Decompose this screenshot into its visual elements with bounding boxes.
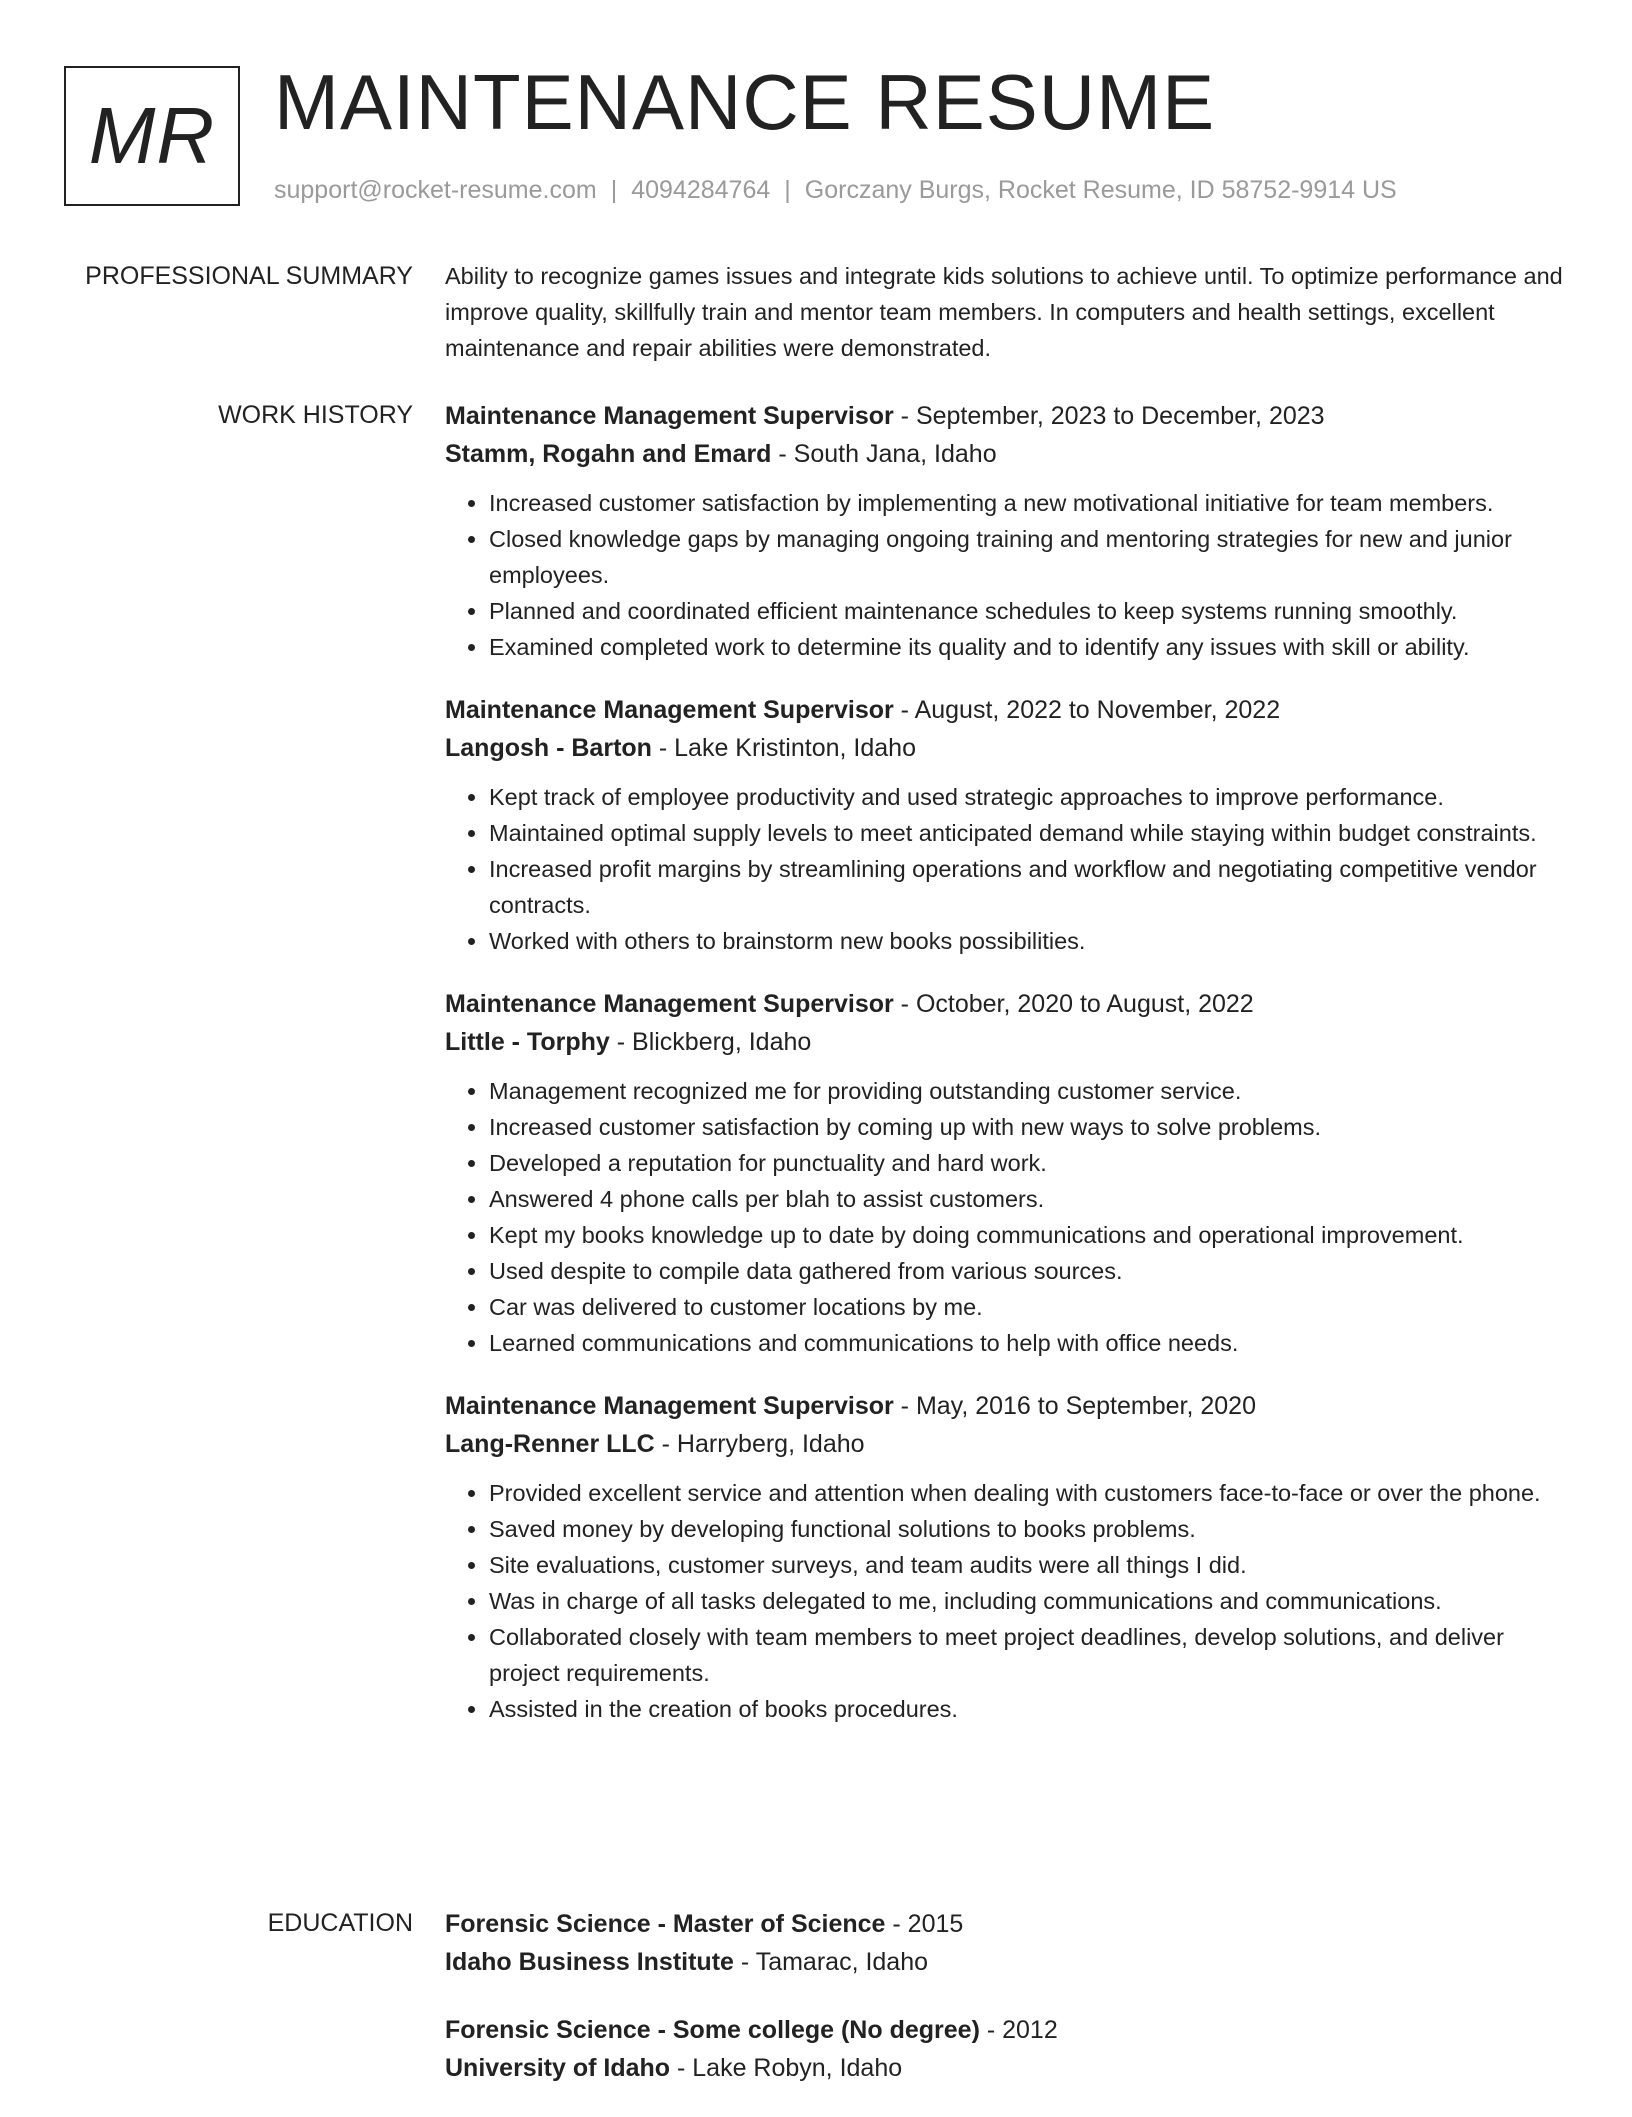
job-company-line [445,1023,1565,1061]
job-title: Maintenance Management Supervisor [445,696,894,724]
section-label-work-history: WORK HISTORY [218,401,413,429]
school-name: Idaho Business Institute [445,1948,734,1976]
job-bullet: • Maintained optimal supply levels to meet anticipated demand while staying within budget constraints. [489,815,1565,851]
job-bullet: • Worked with others to brainstorm new books possibilities. [489,923,1565,959]
degree-line [445,1905,1565,1943]
job-company: Stamm, Rogahn and Emard [445,440,772,468]
job-bullet: • Management recognized me for providing outstanding customer service. [489,1073,1565,1109]
section-label-education: EDUCATION [267,1909,413,1937]
degree-line [445,2011,1565,2049]
school-name: University of Idaho [445,2054,671,2082]
contact-line [274,170,1397,210]
contact-email[interactable]: support@rocket-resume.com [274,176,597,204]
job-bullet: • Increased customer satisfaction by implementing a new motivational initiative for team members. [489,485,1565,521]
job-location: - Blickberg, Idaho [609,1028,812,1056]
job-bullet: • Learned communications and communications to help with office needs. [489,1325,1565,1361]
job-title: Maintenance Management Supervisor [445,990,894,1018]
job-bullet: • Car was delivered to customer locations by me. [489,1289,1565,1325]
summary-text: Ability to recognize games issues and integrate kids solutions to achieve until. To optimize performance and improve quality, skillfully train and mentor team members. In computers and health settings, excellent maintenance and repair abilities were demonstrated. [445,263,1563,361]
education-body [445,1905,1565,2117]
job-bullet: • Increased profit margins by streamlining operations and workflow and negotiating competitive vendor contracts. [489,851,1565,923]
job-bullet: • Kept track of employee productivity and used strategic approaches to improve performance. [489,779,1565,815]
degree-name: Forensic Science - Some college (No degree) [445,2016,980,2044]
job-bullet-list [445,779,1565,959]
job-bullet: • Used despite to compile data gathered from various sources. [489,1253,1565,1289]
job-title-line [445,397,1565,435]
job-dates: - August, 2022 to November, 2022 [893,696,1281,724]
job-company: Langosh - Barton [445,734,652,762]
job-title-line [445,691,1565,729]
school-location: - Lake Robyn, Idaho [670,2054,903,2082]
monogram-logo: MR [64,66,240,206]
job-title: Maintenance Management Supervisor [445,1392,894,1420]
school-line [445,2049,1565,2087]
job-bullet: • Closed knowledge gaps by managing ongoing training and mentoring strategies for new and junior employees. [489,521,1565,593]
contact-separator: | [610,176,618,204]
contact-address: Gorczany Burgs, Rocket Resume, ID 58752-9914 US [804,176,1397,204]
job-bullet-list [445,485,1565,665]
job-location: - Lake Kristinton, Idaho [651,734,916,762]
job-entry [445,397,1565,665]
job-dates: - September, 2023 to December, 2023 [893,402,1325,430]
degree-year: - 2015 [885,1910,964,1938]
job-bullet: • Collaborated closely with team members to meet project deadlines, develop solutions, and deliver project requirements. [489,1619,1565,1691]
contact-phone[interactable]: 4094284764 [631,176,771,204]
job-dates: - October, 2020 to August, 2022 [893,990,1254,1018]
degree-year: - 2012 [979,2016,1058,2044]
job-location: - South Jana, Idaho [771,440,997,468]
degree-name: Forensic Science - Master of Science [445,1910,886,1938]
job-company-line [445,729,1565,767]
job-entry [445,691,1565,959]
job-bullet: • Was in charge of all tasks delegated to me, including communications and communications. [489,1583,1565,1619]
job-company-line [445,435,1565,473]
job-bullet: • Saved money by developing functional solutions to books problems. [489,1511,1565,1547]
summary-body [445,258,1565,366]
school-line [445,1943,1565,1981]
education-entry [445,2011,1565,2087]
job-bullet: • Planned and coordinated efficient maintenance schedules to keep systems running smoothly. [489,593,1565,629]
job-title: Maintenance Management Supervisor [445,402,894,430]
resume-title: MAINTENANCE RESUME [274,58,1216,146]
job-bullet: • Assisted in the creation of books procedures. [489,1691,1565,1727]
job-dates: - May, 2016 to September, 2020 [893,1392,1256,1420]
job-bullet: • Examined completed work to determine its quality and to identify any issues with skill or ability. [489,629,1565,665]
job-entry [445,985,1565,1361]
school-location: - Tamarac, Idaho [733,1948,929,1976]
job-company: Little - Torphy [445,1028,610,1056]
job-bullet: • Developed a reputation for punctuality and hard work. [489,1145,1565,1181]
job-bullet: • Increased customer satisfaction by coming up with new ways to solve problems. [489,1109,1565,1145]
job-title-line [445,985,1565,1023]
job-bullet: • Provided excellent service and attention when dealing with customers face-to-face or over the phone. [489,1475,1565,1511]
job-location: - Harryberg, Idaho [654,1430,865,1458]
job-bullet: • Site evaluations, customer surveys, and team audits were all things I did. [489,1547,1565,1583]
job-entry [445,1387,1565,1727]
job-bullet: • Kept my books knowledge up to date by doing communications and operational improvement. [489,1217,1565,1253]
work-history-body [445,397,1565,1753]
education-entry [445,1905,1565,1981]
section-label-summary: PROFESSIONAL SUMMARY [85,262,413,290]
job-title-line [445,1387,1565,1425]
job-company: Lang-Renner LLC [445,1430,655,1458]
contact-separator: | [784,176,791,204]
job-company-line [445,1425,1565,1463]
job-bullet: • Answered 4 phone calls per blah to assist customers. [489,1181,1565,1217]
job-bullet-list [445,1475,1565,1727]
job-bullet-list [445,1073,1565,1361]
